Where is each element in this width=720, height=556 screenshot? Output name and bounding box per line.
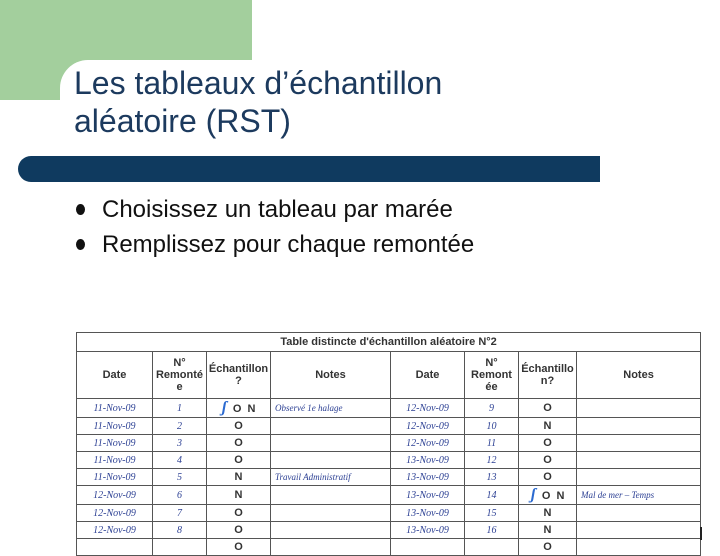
haul-number-cell: 4	[153, 452, 207, 469]
date-cell: 12-Nov-09	[391, 418, 465, 435]
haul-number-cell: 13	[465, 469, 519, 486]
notes-cell	[271, 539, 391, 556]
haul-number-cell: 9	[465, 399, 519, 418]
haul-number-cell: 2	[153, 418, 207, 435]
header-notes: Notes	[577, 352, 701, 399]
header-haul-number: N° Remonté e	[153, 352, 207, 399]
bullet-list	[76, 192, 474, 262]
header-date: Date	[77, 352, 153, 399]
table-row	[77, 469, 701, 486]
haul-number-cell: 3	[153, 435, 207, 452]
haul-number-cell	[153, 539, 207, 556]
table-row	[77, 522, 701, 539]
table-row	[77, 486, 701, 505]
haul-number-cell: 6	[153, 486, 207, 505]
date-cell	[77, 539, 153, 556]
date-cell: 13-Nov-09	[391, 486, 465, 505]
sample-value: O	[541, 490, 551, 502]
date-cell: 13-Nov-09	[391, 505, 465, 522]
date-cell: 12-Nov-09	[391, 435, 465, 452]
table-caption: Table distincte d'échantillon aléatoire N°2	[77, 333, 701, 352]
sample-table-image	[76, 332, 700, 553]
table-row	[77, 505, 701, 522]
divider-bar	[18, 156, 600, 182]
sample-cell: O	[519, 399, 577, 418]
notes-cell	[577, 452, 701, 469]
date-cell: 11-Nov-09	[77, 452, 153, 469]
notes-cell	[271, 505, 391, 522]
edge-mark	[700, 527, 702, 540]
notes-cell	[577, 469, 701, 486]
header-sample: Échantillo n?	[519, 352, 577, 399]
notes-cell	[577, 505, 701, 522]
haul-number-cell: 8	[153, 522, 207, 539]
sample-cell: O	[207, 418, 271, 435]
sample-cell: O	[207, 505, 271, 522]
notes-cell	[577, 418, 701, 435]
haul-number-cell: 1	[153, 399, 207, 418]
date-cell	[391, 539, 465, 556]
notes-cell	[271, 486, 391, 505]
date-cell: 11-Nov-09	[77, 469, 153, 486]
sample-cell: N	[519, 418, 577, 435]
header-date: Date	[391, 352, 465, 399]
sample-cell: O	[207, 539, 271, 556]
bullet-dot-icon	[76, 239, 85, 250]
haul-number-cell: 15	[465, 505, 519, 522]
table-row	[77, 418, 701, 435]
table-row	[77, 539, 701, 556]
table-row	[77, 399, 701, 418]
sample-cell: N	[519, 522, 577, 539]
sample-cell: O	[207, 522, 271, 539]
bullet-item: Remplissez pour chaque remontée	[76, 227, 474, 262]
notes-cell	[271, 418, 391, 435]
header-notes: Notes	[271, 352, 391, 399]
title-line-2: aléatoire (RST)	[74, 103, 291, 139]
notes-cell	[577, 522, 701, 539]
haul-number-cell: 5	[153, 469, 207, 486]
date-cell: 11-Nov-09	[77, 399, 153, 418]
sample-mark: N	[247, 403, 256, 415]
handwritten-check-icon: ʃ	[221, 399, 227, 416]
sample-cell: O	[519, 435, 577, 452]
sample-cell	[519, 486, 577, 505]
date-cell: 13-Nov-09	[391, 452, 465, 469]
title-line-1: Les tableaux d’échantillon	[74, 65, 443, 101]
date-cell: 12-Nov-09	[77, 505, 153, 522]
sample-cell	[207, 399, 271, 418]
haul-number-cell: 14	[465, 486, 519, 505]
sample-cell: O	[519, 452, 577, 469]
notes-cell	[577, 399, 701, 418]
header-haul-number: N° Remont ée	[465, 352, 519, 399]
date-cell: 13-Nov-09	[391, 469, 465, 486]
date-cell: 11-Nov-09	[77, 418, 153, 435]
sample-cell: O	[519, 469, 577, 486]
notes-cell	[577, 539, 701, 556]
notes-cell	[271, 435, 391, 452]
random-sample-table	[76, 332, 701, 556]
bullet-item: Choisissez un tableau par marée	[76, 192, 474, 227]
handwritten-check-icon: ʃ	[530, 486, 536, 503]
table-row	[77, 435, 701, 452]
notes-cell	[577, 435, 701, 452]
haul-number-cell: 12	[465, 452, 519, 469]
slide-title	[74, 64, 634, 140]
date-cell: 12-Nov-09	[77, 522, 153, 539]
sample-value: O	[232, 403, 242, 415]
haul-number-cell: 16	[465, 522, 519, 539]
table-row	[77, 452, 701, 469]
notes-cell: Travail Administratif	[271, 469, 391, 486]
sample-cell: O	[519, 539, 577, 556]
date-cell: 12-Nov-09	[77, 486, 153, 505]
table-header-row	[77, 352, 701, 399]
date-cell: 11-Nov-09	[77, 435, 153, 452]
sample-cell: N	[207, 469, 271, 486]
sample-cell: N	[207, 486, 271, 505]
haul-number-cell: 10	[465, 418, 519, 435]
notes-cell: Mal de mer – Temps	[577, 486, 701, 505]
sample-cell: O	[207, 435, 271, 452]
date-cell: 13-Nov-09	[391, 522, 465, 539]
notes-cell: Observé 1e halage	[271, 399, 391, 418]
date-cell: 12-Nov-09	[391, 399, 465, 418]
notes-cell	[271, 452, 391, 469]
notes-cell	[271, 522, 391, 539]
sample-cell: O	[207, 452, 271, 469]
haul-number-cell	[465, 539, 519, 556]
haul-number-cell: 7	[153, 505, 207, 522]
sample-mark: N	[556, 490, 565, 502]
haul-number-cell: 11	[465, 435, 519, 452]
sample-cell: N	[519, 505, 577, 522]
header-sample: Échantillon ?	[207, 352, 271, 399]
bullet-dot-icon	[76, 204, 85, 215]
